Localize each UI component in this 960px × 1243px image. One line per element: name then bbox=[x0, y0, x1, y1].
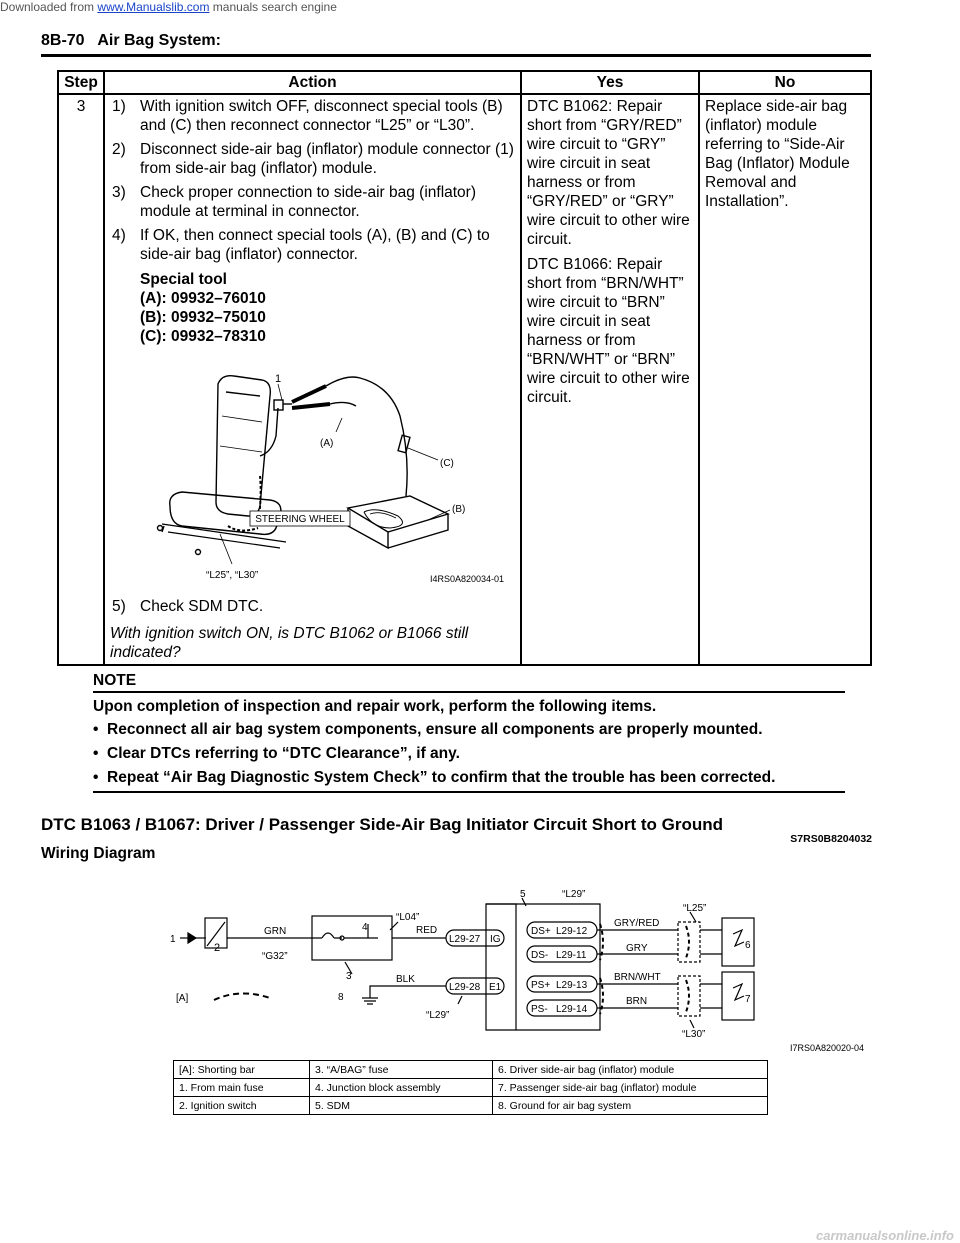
wd-dsm: DS- bbox=[531, 950, 549, 961]
action-item: 2) Disconnect side-air bag (inflator) module connector (1) from side-air bag (inflator) module. bbox=[112, 141, 514, 177]
note-rule-top bbox=[93, 691, 845, 693]
legend-table bbox=[173, 1060, 768, 1115]
wd-l30: “L30” bbox=[682, 1029, 706, 1040]
wd-gryred: GRY/RED bbox=[614, 918, 660, 929]
table-row bbox=[58, 94, 871, 665]
page-header bbox=[41, 32, 221, 50]
wd-n4: 4 bbox=[362, 922, 368, 933]
note-bullet: • Reconnect all air bag system components, ensure all components are properly mounted. bbox=[93, 721, 763, 738]
wd-blk: BLK bbox=[396, 974, 415, 985]
wd-l29-top: “L29” bbox=[562, 889, 586, 900]
wd-grn: GRN bbox=[264, 926, 287, 937]
watermark: carmanualsonline.info bbox=[816, 1228, 954, 1243]
wd-n2: 2 bbox=[214, 942, 221, 954]
wd-brn: BRN bbox=[626, 996, 648, 1007]
fig-label-1: 1 bbox=[275, 373, 282, 385]
wd-l2927: L29-27 bbox=[449, 934, 481, 945]
section-title: DTC B1063 / B1067: Driver / Passenger Side-Air Bag Initiator Circuit Short to Ground bbox=[41, 815, 724, 834]
step-table bbox=[57, 70, 872, 666]
th-action: Action bbox=[104, 71, 521, 94]
seat-tool-illustration bbox=[110, 356, 515, 591]
action-item: 4) If OK, then connect special tools (A), (B) and (C) to side-air bag (inflator) connector. bbox=[112, 227, 490, 263]
wd-brnwht: BRN/WHT bbox=[614, 972, 661, 983]
step-number: 3 bbox=[58, 94, 104, 665]
action-list bbox=[110, 97, 515, 264]
fig-label-a: (A) bbox=[320, 438, 334, 449]
wd-dsp: DS+ bbox=[531, 926, 551, 937]
wd-n5: 5 bbox=[520, 889, 526, 900]
th-yes: Yes bbox=[521, 71, 699, 94]
special-tool: Special tool (A): 09932–76010 (B): 09932–75010 (C): 09932–78310 bbox=[140, 271, 266, 345]
action-list-2 bbox=[110, 597, 515, 616]
wd-n6: 6 bbox=[745, 940, 751, 951]
fig-label-b: (B) bbox=[452, 504, 466, 515]
wd-code: I7RS0A820020-04 bbox=[790, 1043, 865, 1053]
page-number: 8B-70 bbox=[41, 32, 85, 49]
wiring-diagram bbox=[0, 880, 960, 1060]
wd-a: [A] bbox=[176, 993, 189, 1004]
action-item: 5) Check SDM DTC. bbox=[112, 598, 264, 615]
wd-l2913: L29-13 bbox=[556, 980, 588, 991]
table-header-row bbox=[58, 71, 871, 94]
note-title: NOTE bbox=[93, 672, 137, 689]
wd-l29-bot: “L29” bbox=[426, 1010, 450, 1021]
steering-wheel-label: STEERING WHEEL bbox=[255, 514, 345, 525]
seat-tool-diagram bbox=[110, 356, 515, 591]
wd-n7: 7 bbox=[745, 994, 751, 1005]
subhead: Wiring Diagram bbox=[41, 845, 156, 862]
action-cell bbox=[104, 94, 521, 665]
action-item: 3) Check proper connection to side-air bag (inflator) module at terminal in connector. bbox=[112, 184, 477, 220]
note-bullet: • Repeat “Air Bag Diagnostic System Check” to confirm that the trouble has been corrected. bbox=[93, 769, 776, 786]
wd-l2914: L29-14 bbox=[556, 1004, 588, 1015]
wd-red: RED bbox=[416, 925, 438, 936]
wd-l2928: L29-28 bbox=[449, 982, 481, 993]
wd-psm: PS- bbox=[531, 1004, 548, 1015]
wd-l2912: L29-12 bbox=[556, 926, 588, 937]
note-intro: Upon completion of inspection and repair work, perform the following items. bbox=[93, 698, 657, 715]
download-note: Downloaded from www.Manualslib.com manuals search engine bbox=[0, 0, 337, 14]
wd-g32: “G32” bbox=[262, 951, 288, 962]
wd-gry: GRY bbox=[626, 943, 648, 954]
page-title: Air Bag System: bbox=[97, 32, 221, 49]
th-no: No bbox=[699, 71, 871, 94]
note-rule-bottom bbox=[93, 791, 845, 793]
table-row: [A]: Shorting bar 3. “A/BAG” fuse 6. Driver side-air bag (inflator) module bbox=[174, 1061, 768, 1079]
fig-label-c: (C) bbox=[440, 458, 454, 469]
manualslib-link[interactable]: www.Manualslib.com bbox=[97, 0, 210, 14]
fig-connector-label: “L25”, “L30” bbox=[206, 570, 259, 581]
action-item: 1) With ignition switch OFF, disconnect special tools (B) and (C) then reconnect connector “L25” or “L30”. bbox=[112, 98, 503, 134]
section-code: S7RS0B8204032 bbox=[790, 833, 872, 845]
wd-l2911: L29-11 bbox=[556, 950, 587, 961]
wd-n3: 3 bbox=[346, 971, 352, 982]
question: With ignition switch ON, is DTC B1062 or B1066 still indicated? bbox=[110, 625, 469, 661]
fig-code: I4RS0A820034-01 bbox=[430, 574, 505, 584]
header-rule bbox=[41, 54, 871, 57]
no-cell: Replace side-air bag (inflator) module referring to “Side-Air Bag (Inflator) Module Removal and Installation”. bbox=[699, 94, 871, 665]
wd-e1: E1 bbox=[489, 982, 502, 993]
wd-n8: 8 bbox=[338, 992, 344, 1003]
table-row: 2. Ignition switch 5. SDM 8. Ground for air bag system bbox=[174, 1097, 768, 1115]
wd-l04: “L04” bbox=[396, 912, 420, 923]
table-row: 1. From main fuse 4. Junction block assembly 7. Passenger side-air bag (inflator) module bbox=[174, 1079, 768, 1097]
yes-cell: DTC B1062: Repair short from “GRY/RED” wire circuit to “GRY” wire circuit in seat harness or from “GRY/RED” or “GRY” wire circuit to other wire circuit. DTC B1066: Repair short from “BRN/WHT” wire circuit to “BRN” wire circuit in seat harness or from “BRN/WHT” or “BRN” wire circuit to other wire circuit. bbox=[521, 94, 699, 665]
wd-psp: PS+ bbox=[531, 980, 551, 991]
wd-l25: “L25” bbox=[683, 903, 707, 914]
wd-n1: 1 bbox=[170, 934, 176, 945]
wd-ig: IG bbox=[490, 934, 501, 945]
note-bullet: • Clear DTCs referring to “DTC Clearance”, if any. bbox=[93, 745, 460, 762]
th-step: Step bbox=[58, 71, 104, 94]
